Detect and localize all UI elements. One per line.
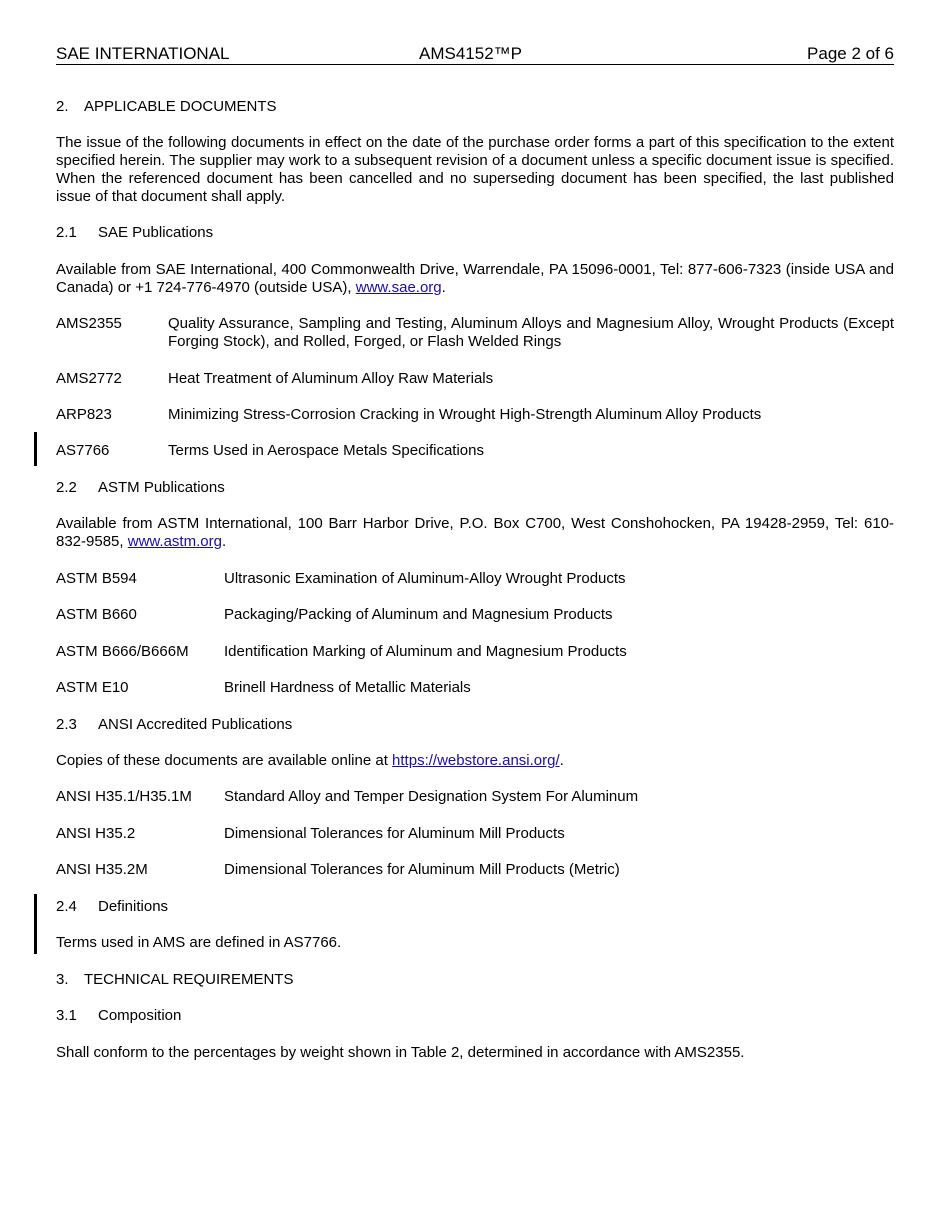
- composition-text: Shall conform to the percentages by weight shown in Table 2, determined in accordance with AMS2355.: [56, 1044, 745, 1061]
- header-doc-id: AMS4152™P: [419, 44, 522, 63]
- section-2-intro: The issue of the following documents in effect on the date of the purchase order forms a part of this specification to the extent specified herein. The supplier may work to a subsequent revision of a document unless a specific document issue is specified. When the referenced document has been cancelled and no superseding document has been specified, the last published issue of that document shall apply.: [56, 134, 894, 205]
- reference-code: ASTM B666/B666M: [56, 643, 189, 660]
- ansi-webstore-link[interactable]: https://webstore.ansi.org/: [392, 752, 560, 769]
- astm-website-link[interactable]: www.astm.org: [127, 533, 222, 550]
- reference-title: Identification Marking of Aluminum and Magnesium Products: [224, 643, 627, 660]
- astm-availability: Available from ASTM International, 100 Barr Harbor Drive, P.O. Box C700, West Conshohocken, PA 19428-2959, Tel: 610-832-9585, www.astm.org.: [56, 515, 894, 550]
- reference-code: ASTM B594: [56, 570, 137, 587]
- header-org: SAE INTERNATIONAL: [56, 44, 230, 63]
- section-2-4-heading: 2.4 Definitions: [56, 898, 169, 915]
- reference-title: Dimensional Tolerances for Aluminum Mill Products: [224, 825, 565, 842]
- section-3-heading: 3. TECHNICAL REQUIREMENTS: [56, 971, 294, 988]
- section-2-1-heading: 2.1 SAE Publications: [56, 224, 214, 241]
- reference-code: AMS2772: [56, 370, 122, 387]
- ansi-availability: Copies of these documents are available online at https://webstore.ansi.org/.: [56, 752, 564, 769]
- reference-code: AMS2355: [56, 315, 122, 332]
- revision-change-bar: [34, 432, 37, 466]
- reference-code: ANSI H35.1/H35.1M: [56, 788, 192, 805]
- reference-code: ANSI H35.2M: [56, 861, 148, 878]
- sae-website-link[interactable]: www.sae.org: [355, 279, 442, 296]
- reference-code: ANSI H35.2: [56, 825, 136, 842]
- sae-availability: Available from SAE International, 400 Commonwealth Drive, Warrendale, PA 15096-0001, Tel: 877-606-7323 (inside USA and Canada) or +1 724-776-4970 (outside USA), www.sae.org.: [56, 261, 894, 296]
- reference-code: ASTM E10: [56, 679, 129, 696]
- reference-title: Brinell Hardness of Metallic Materials: [224, 679, 471, 696]
- reference-title: Ultrasonic Examination of Aluminum-Alloy Wrought Products: [224, 570, 626, 587]
- page-header: [56, 44, 894, 65]
- reference-title: Quality Assurance, Sampling and Testing, Aluminum Alloys and Magnesium Alloy, Wrought Products (Except Forging Stock), and Rolled, Forged, or Flash Welded Rings: [168, 315, 894, 350]
- section-2-2-heading: 2.2 ASTM Publications: [56, 479, 225, 496]
- reference-title: Dimensional Tolerances for Aluminum Mill Products (Metric): [224, 861, 620, 878]
- reference-title: Terms Used in Aerospace Metals Specifications: [168, 442, 484, 459]
- reference-code: ARP823: [56, 406, 112, 423]
- reference-title: Packaging/Packing of Aluminum and Magnesium Products: [224, 606, 613, 623]
- reference-title: Standard Alloy and Temper Designation System For Aluminum: [224, 788, 639, 805]
- section-3-1-heading: 3.1 Composition: [56, 1007, 182, 1024]
- revision-change-bar: [34, 894, 37, 954]
- section-2-heading: 2. APPLICABLE DOCUMENTS: [56, 98, 277, 115]
- section-2-3-heading: 2.3 ANSI Accredited Publications: [56, 716, 293, 733]
- reference-title: Minimizing Stress-Corrosion Cracking in Wrought High-Strength Aluminum Alloy Products: [168, 406, 762, 423]
- definitions-text: Terms used in AMS are defined in AS7766.: [56, 934, 342, 951]
- header-page-number: Page 2 of 6: [807, 44, 894, 63]
- reference-code: AS7766: [56, 442, 110, 459]
- reference-code: ASTM B660: [56, 606, 137, 623]
- reference-title: Heat Treatment of Aluminum Alloy Raw Materials: [168, 370, 494, 387]
